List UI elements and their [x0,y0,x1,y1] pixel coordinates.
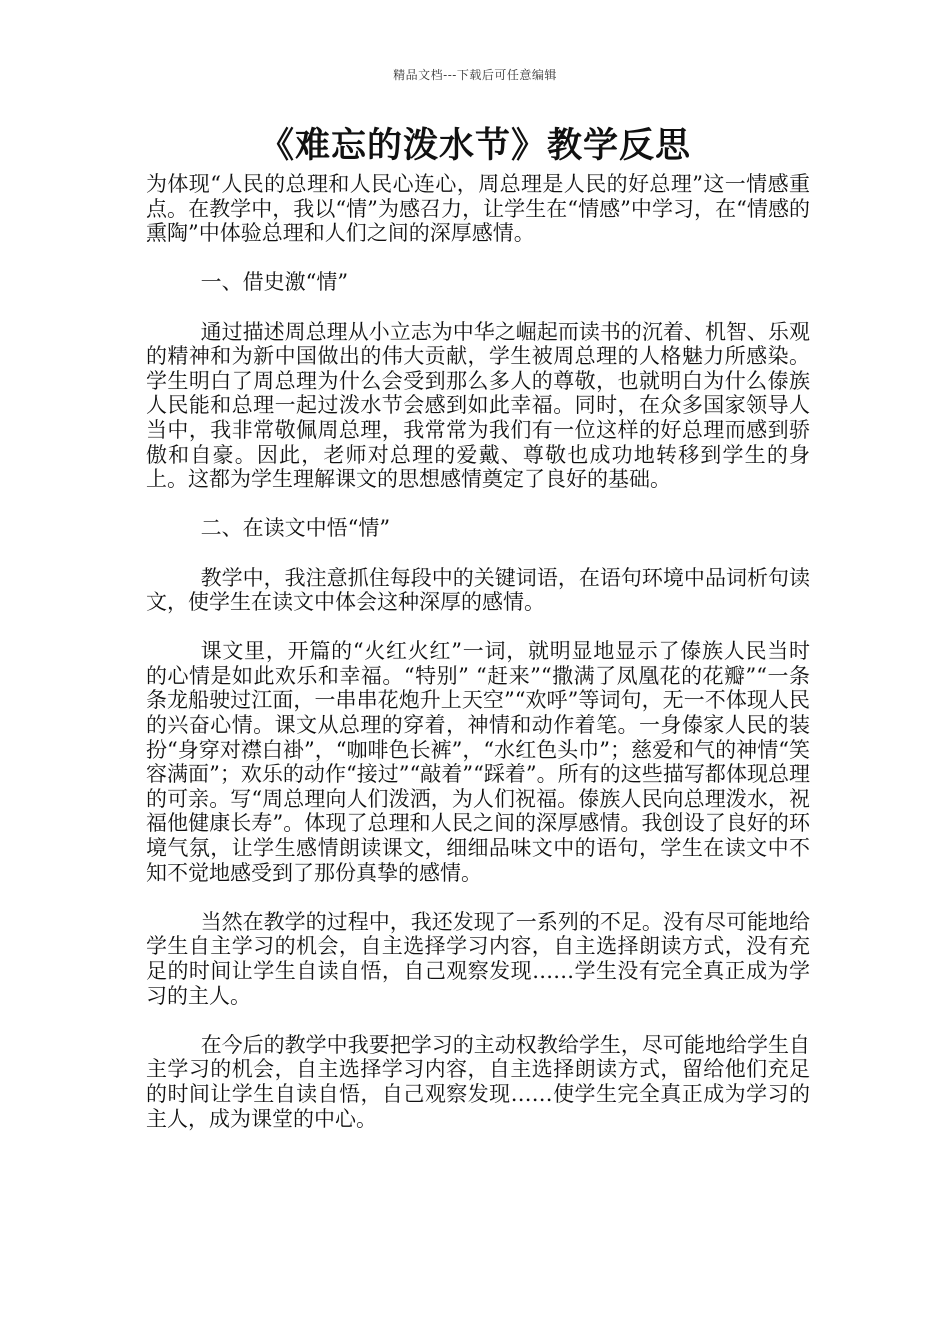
document-body [146,172,810,1156]
body-paragraph: 课文里，开篇的“火红火红”一词，就明显地显示了傣族人民当时的心情是如此欢乐和幸福。“特别” “赶来”“撒满了凤凰花的花瓣”“一条条龙船驶过江面，一串串花炮升上天空”“欢呼”等词句，无一不体现人民的兴奋心情。课文从总理的穿着，神情和动作着笔。一身傣家人民的装扮“身穿对襟白褂”，“咖啡色长裤”，“水红色头巾”；慈爱和气的神情“笑容满面”；欢乐的动作“接过”“敲着”“踩着”。所有的这些描写都体现总理的可亲。写“周总理向人们泼洒，为人们祝福。傣族人民向总理泼水，祝福他健康长寿”。体现了总理和人民之间的深厚感情。我创设了良好的环境气氛，让学生感情朗读课文，细细品味文中的语句，学生在读文中不知不觉地感受到了那份真挚的感情。 [146,639,810,885]
body-paragraph: 教学中，我注意抓住每段中的关键词语，在语句环境中品词析句读文，使学生在读文中体会这种深厚的感情。 [146,565,810,615]
document-title: 《难忘的泼水节》教学反思 [258,125,691,166]
body-paragraph: 当然在教学的过程中，我还发现了一系列的不足。没有尽可能地给学生自主学习的机会，自主选择学习内容，自主选择朗读方式，没有充足的时间让学生自读自悟，自己观察发现……学生没有完全真正成为学习的主人。 [146,909,810,1008]
section-heading-2: 二、在读文中悟“情” [200,516,391,541]
intro-paragraph: 为体现“人民的总理和人民心连心，周总理是人民的好总理”这一情感重点。在教学中，我以“情”为感召力，让学生在“情感”中学习，在“情感的熏陶”中体验总理和人们之间的深厚感情。 [146,172,810,246]
header-note: 精品文档---下载后可任意编辑 [393,68,557,82]
body-paragraph: 通过描述周总理从小立志为中华之崛起而读书的沉着、机智、乐观的精神和为新中国做出的伟大贡献，学生被周总理的人格魅力所感染。学生明白了周总理为什么会受到那么多人的尊敬，也就明白为什么傣族人民能和总理一起过泼水节会感到如此幸福。同时，在众多国家领导人当中，我非常敬佩周总理，我常常为我们有一位这样的好总理而感到骄傲和自豪。因此，老师对总理的爱戴、尊敬也成功地转移到学生的身上。这都为学生理解课文的思想感情奠定了良好的基础。 [146,319,810,492]
body-paragraph: 在今后的教学中我要把学习的主动权教给学生，尽可能地给学生自主学习的机会，自主选择学习内容，自主选择朗读方式，留给他们充足的时间让学生自读自悟，自己观察发现……使学生完全真正成为学习的主人，成为课堂的中心。 [146,1032,810,1131]
section-heading-1: 一、借史激“情” [200,270,349,295]
